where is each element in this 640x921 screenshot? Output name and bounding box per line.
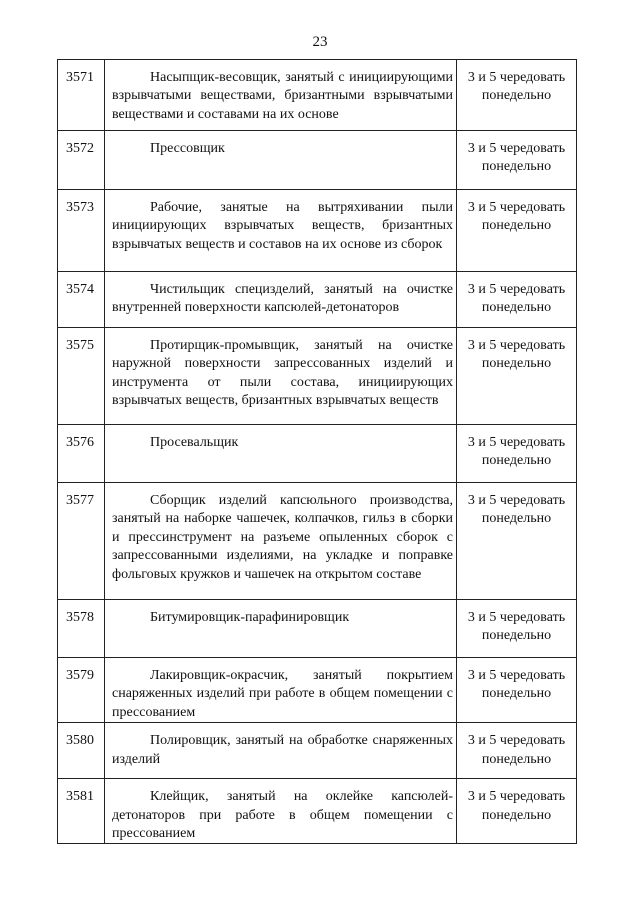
row-description: Полировщик, занятый на обработке снаряженных изделий <box>105 723 457 779</box>
row-term: 3 и 5 чередовать понедельно <box>457 60 577 131</box>
row-description: Просевальщик <box>105 425 457 483</box>
table-row <box>58 425 577 483</box>
row-number: 3578 <box>58 600 105 658</box>
table-row <box>58 723 577 779</box>
row-description: Битумировщик-парафинировщик <box>105 600 457 658</box>
row-term: 3 и 5 чередовать понедельно <box>457 425 577 483</box>
table-row <box>58 60 577 131</box>
row-description: Протирщик-промывщик, занятый на очистке наружной поверхности запрессованных изделий и инструмента от пыли состава, инициирующих взрывчатых веществ, бризантных взрывчатых веществ <box>105 328 457 425</box>
table-row <box>58 600 577 658</box>
row-number: 3575 <box>58 328 105 425</box>
table-row <box>58 658 577 723</box>
row-number: 3577 <box>58 483 105 600</box>
row-number: 3572 <box>58 131 105 190</box>
row-description: Прессовщик <box>105 131 457 190</box>
row-term: 3 и 5 чередовать понедельно <box>457 658 577 723</box>
table-row <box>58 272 577 328</box>
row-description: Лакировщик-окрасчик, занятый покрытием снаряженных изделий при работе в общем помещении с прессованием <box>105 658 457 723</box>
row-description: Рабочие, занятые на вытряхивании пыли инициирующих взрывчатых веществ, бризантных взрывчатых веществ и составов на их основе из сборок <box>105 190 457 272</box>
row-term: 3 и 5 чередовать понедельно <box>457 723 577 779</box>
table-row <box>58 483 577 600</box>
row-term: 3 и 5 чередовать понедельно <box>457 328 577 425</box>
row-term: 3 и 5 чередовать понедельно <box>457 272 577 328</box>
row-description: Чистильщик специзделий, занятый на очистке внутренней поверхности капсюлей-детонаторов <box>105 272 457 328</box>
row-number: 3574 <box>58 272 105 328</box>
document-table <box>57 59 577 844</box>
row-number: 3571 <box>58 60 105 131</box>
page-number: 23 <box>312 34 328 50</box>
table-row <box>58 131 577 190</box>
row-description: Насыпщик-весовщик, занятый с инициирующими взрывчатыми веществами, бризантными взрывчатыми веществами и составами на их основе <box>105 60 457 131</box>
row-description: Клейщик, занятый на оклейке капсюлей-детонаторов при работе в общем помещении с прессованием <box>105 779 457 844</box>
row-number: 3579 <box>58 658 105 723</box>
table-row <box>58 779 577 844</box>
row-number: 3573 <box>58 190 105 272</box>
table-row <box>58 328 577 425</box>
row-term: 3 и 5 чередовать понедельно <box>457 131 577 190</box>
row-term: 3 и 5 чередовать понедельно <box>457 600 577 658</box>
row-description: Сборщик изделий капсюльного производства, занятый на наборке чашечек, колпачков, гильз в сборки и прессинструмент на разъеме опыленных сборок с запрессованными изделиями, на укладке и поправке фольговых кружков и чашечек на открытом составе <box>105 483 457 600</box>
table-row <box>58 190 577 272</box>
row-term: 3 и 5 чередовать понедельно <box>457 190 577 272</box>
row-term: 3 и 5 чередовать понедельно <box>457 779 577 844</box>
row-number: 3580 <box>58 723 105 779</box>
row-number: 3581 <box>58 779 105 844</box>
row-number: 3576 <box>58 425 105 483</box>
row-term: 3 и 5 чередовать понедельно <box>457 483 577 600</box>
